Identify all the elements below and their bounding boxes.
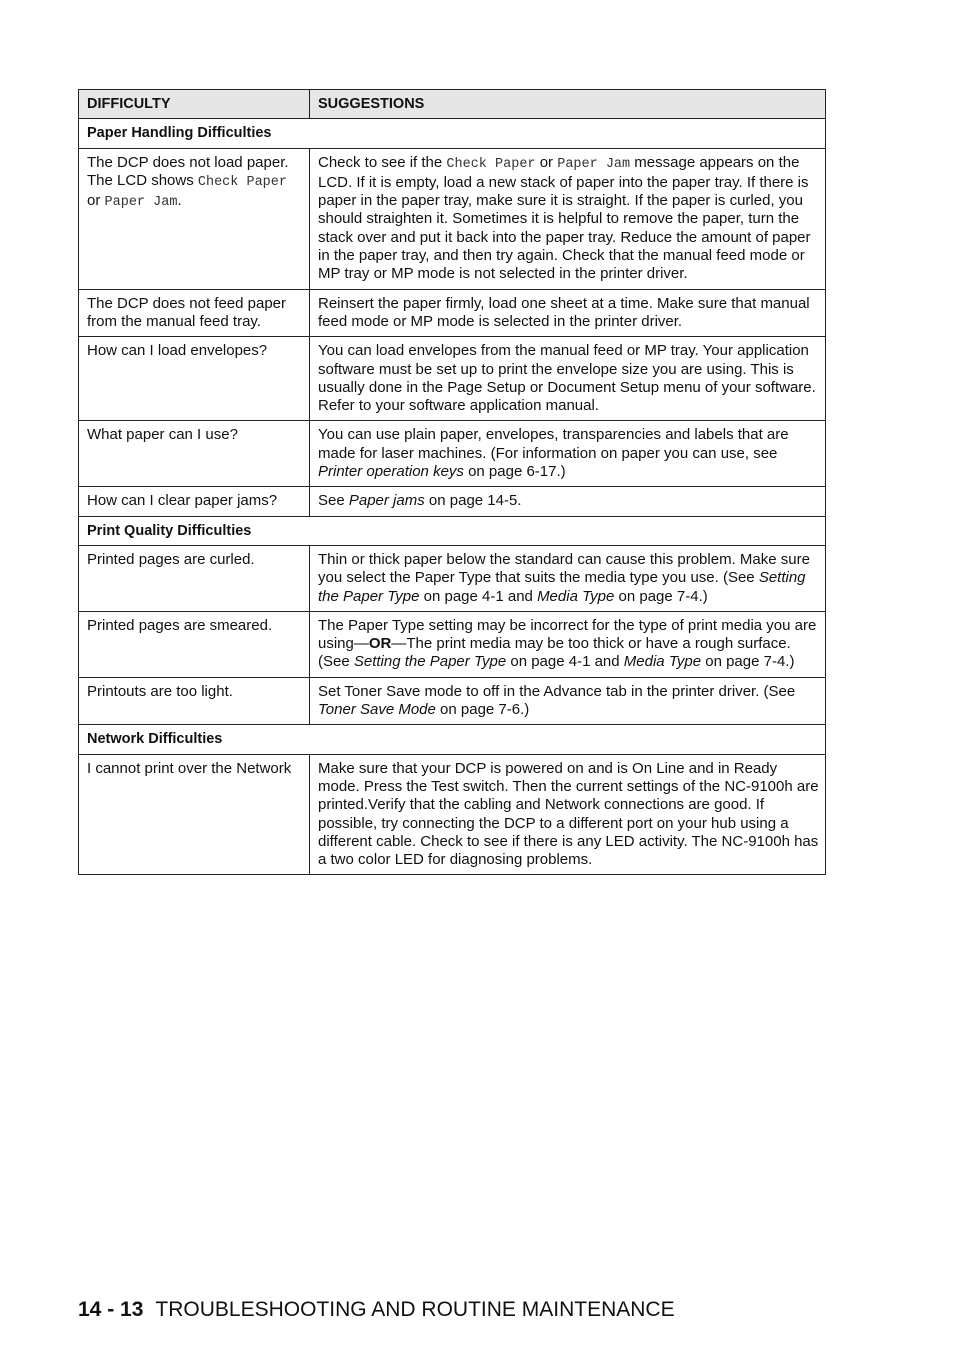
difficulty-text: The DCP does not load paper. The LCD shows	[87, 153, 289, 189]
difficulty-cell: Printed pages are curled.	[79, 545, 310, 611]
chapter-title: TROUBLESHOOTING AND ROUTINE MAINTENANCE	[155, 1298, 675, 1321]
cross-reference: Toner Save Mode	[318, 701, 436, 719]
table-row	[79, 337, 826, 421]
suggestion-cell	[310, 611, 826, 677]
lcd-message: Check Paper	[197, 174, 287, 190]
section-row	[79, 119, 826, 148]
suggestion-text: on page 14-5.	[424, 492, 522, 510]
cross-reference: Setting the Paper Type	[318, 569, 806, 605]
section-title-print-quality: Print Quality Difficulties	[79, 516, 826, 545]
difficulty-cell: How can I load envelopes?	[79, 337, 310, 421]
difficulty-text: .	[177, 192, 182, 210]
suggestion-cell: You can load envelopes from the manual feed or MP tray. Your application software must be set up to print the envelope size you are using. This is usually done in the Page Setup or Document Setup menu of your software. Refer to your software application manual.	[310, 337, 826, 421]
suggestion-cell	[310, 421, 826, 487]
suggestion-text: on page 7-4.)	[701, 653, 795, 671]
suggestion-text: on page 6-17.)	[463, 463, 566, 481]
emphasis-or: OR	[368, 635, 392, 653]
suggestion-text: on page 7-6.)	[435, 701, 530, 719]
cross-reference: Media Type	[623, 653, 702, 671]
cross-reference: Media Type	[537, 587, 615, 605]
column-header-suggestions: SUGGESTIONS	[310, 90, 826, 119]
difficulty-cell	[79, 148, 310, 289]
suggestion-text: You can use plain paper, envelopes, transparencies and labels that are made for laser machines. (For information on paper you can use, see	[318, 426, 789, 462]
lcd-message: Check Paper	[446, 156, 536, 172]
table-row	[79, 487, 826, 516]
suggestion-text: message appears on the LCD. If it is empty, load a new stack of paper into the paper tray. If there is paper in the paper tray, make sure it is straight. If the paper is curled, you should straighten it. Sometimes it is helpful to remove the paper, turn the stack over and put it back into the paper tray. Reduce the amount of paper in the paper tray, and then try again. Check that the manual feed mode or MP tray or MP mode is not selected in the printer driver.	[318, 153, 811, 283]
table-row	[79, 677, 826, 725]
section-row	[79, 516, 826, 545]
table-row	[79, 545, 826, 611]
section-title-paper-handling: Paper Handling Difficulties	[79, 119, 826, 148]
table-row	[79, 421, 826, 487]
suggestion-cell: Make sure that your DCP is powered on and is On Line and in Ready mode. Press the Test switch. Then the current settings of the NC-9100h are printed.Verify that the cabling and Network connections are good. If possible, try connecting the DCP to a different port on your hub using a different cable. Check to see if there is any LED activity. The NC-9100h has a two color LED for diagnosing problems.	[310, 754, 826, 875]
lcd-message: Paper Jam	[104, 195, 178, 211]
cross-reference: Printer operation keys	[318, 463, 464, 481]
suggestion-text: on page 4-1 and	[419, 587, 538, 605]
suggestion-text: or	[535, 153, 558, 171]
page-number: 14 - 13	[78, 1298, 144, 1321]
lcd-message: Paper Jam	[557, 156, 631, 172]
table-header-row	[79, 90, 826, 119]
section-row	[79, 725, 826, 754]
suggestion-text: See	[318, 492, 349, 510]
cross-reference: Setting the Paper Type	[353, 653, 507, 671]
difficulty-cell: What paper can I use?	[79, 421, 310, 487]
table-row	[79, 289, 826, 337]
suggestion-text: —The print media may be too thick or have a rough surface. (See	[318, 635, 791, 671]
suggestion-text: Check to see if the	[318, 153, 447, 171]
suggestion-text: on page 4-1 and	[506, 653, 624, 671]
column-header-difficulty: DIFFICULTY	[79, 90, 310, 119]
difficulty-cell: How can I clear paper jams?	[79, 487, 310, 516]
suggestion-text: Set Toner Save mode to off in the Advance tab in the printer driver. (See	[318, 682, 796, 700]
difficulty-cell: Printed pages are smeared.	[79, 611, 310, 677]
suggestion-text: on page 7-4.)	[614, 587, 708, 605]
table-row	[79, 611, 826, 677]
cross-reference: Paper jams	[348, 492, 425, 510]
table-row	[79, 148, 826, 289]
page-footer	[78, 1298, 675, 1322]
troubleshooting-table	[78, 89, 826, 875]
table-row	[79, 754, 826, 875]
section-title-network: Network Difficulties	[79, 725, 826, 754]
suggestion-text: Thin or thick paper below the standard can cause this problem. Make sure you select the Paper Type that suits the media type you use. (See	[318, 550, 810, 587]
difficulty-cell: The DCP does not feed paper from the manual feed tray.	[79, 289, 310, 337]
suggestion-cell	[310, 545, 826, 611]
suggestion-cell	[310, 487, 826, 516]
difficulty-cell: I cannot print over the Network	[79, 754, 310, 875]
difficulty-cell: Printouts are too light.	[79, 677, 310, 725]
suggestion-cell	[310, 677, 826, 725]
suggestion-cell	[310, 148, 826, 289]
suggestion-text: The Paper Type setting may be incorrect for the type of print media you are using—	[318, 616, 817, 653]
suggestion-cell: Reinsert the paper firmly, load one sheet at a time. Make sure that manual feed mode or MP mode is selected in the printer driver.	[310, 289, 826, 337]
difficulty-text: or	[87, 192, 105, 210]
